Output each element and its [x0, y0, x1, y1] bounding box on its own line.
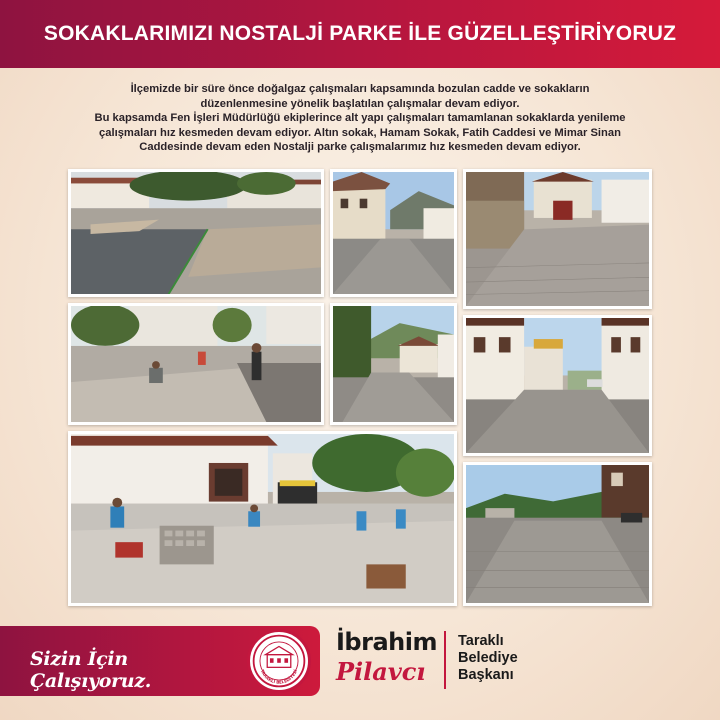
- mayor-title-line: Belediye: [458, 650, 518, 666]
- photo-hillside-street: [330, 303, 457, 425]
- mayor-title: [458, 633, 518, 684]
- mayor-last-name: Pilavcı: [336, 657, 426, 686]
- photo-wooden-houses-street: [463, 315, 652, 456]
- municipality-seal-icon: [247, 629, 311, 693]
- photo-workers-large-scene: [68, 431, 457, 606]
- footer-divider: [444, 631, 446, 689]
- mayor-first-name: İbrahim: [336, 628, 437, 656]
- photo-paved-road-forest: [463, 462, 652, 606]
- photo-paving-square: [68, 169, 324, 297]
- intro-line: Caddesinde devam eden Nostalji parke çalışmalarımız hız kesmeden devam ediyor.: [139, 141, 581, 154]
- photo-stone-wall-street: [463, 169, 652, 309]
- slogan-text: Sizin İçin Çalışıyoruz.: [30, 648, 152, 692]
- mayor-title-line: Taraklı: [458, 633, 504, 649]
- intro-line: düzenlenmesine yönelik başlatılan çalışmalar devam ediyor.: [200, 97, 520, 110]
- intro-text: [70, 82, 650, 155]
- intro-line: Bu kapsamda Fen İşleri Müdürlüğü ekiplerince alt yapı çalışmaları tamamlanan sokaklarda yenileme: [94, 112, 626, 125]
- photo-workers-laying-stones: [68, 303, 324, 425]
- mayor-title-line: Başkanı: [458, 667, 514, 683]
- intro-line: İlçemizde bir süre önce doğalgaz çalışmaları kapsamında bozulan cadde ve sokakların: [130, 83, 590, 95]
- intro-line: çalışmaları hız kesmeden devam ediyor. Altın sokak, Hamam Sokak, Fatih Caddesi ve Mimar Sinan: [99, 126, 621, 139]
- page-title: SOKAKLARIMIZI NOSTALJİ PARKE İLE GÜZELLEŞTİRİYORUZ: [43, 22, 677, 45]
- photo-narrow-street: [330, 169, 457, 297]
- seal-text: TARAKLI BELEDİYESİ: [259, 668, 299, 685]
- header-banner: [0, 0, 720, 68]
